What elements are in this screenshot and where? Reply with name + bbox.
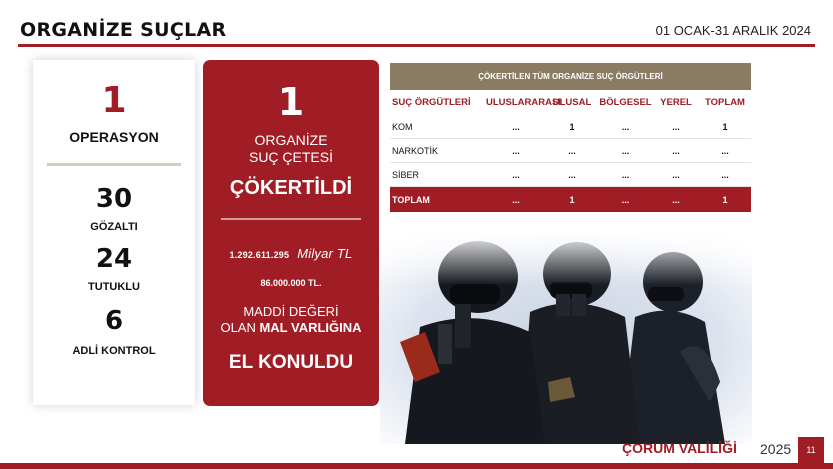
table-cell: ... [512, 121, 520, 132]
organizations-table [390, 63, 751, 212]
asset-desc-bold: MAL VARLIĞINA [259, 320, 362, 335]
table-cell: ... [621, 194, 630, 205]
table-cell: ... [512, 145, 520, 156]
tutuklu-label: TUTUKLU [88, 281, 140, 293]
column-header: YEREL [660, 97, 692, 108]
table-total-row [390, 187, 751, 212]
table-cell: ... [721, 145, 729, 156]
column-header: BÖLGESEL [599, 97, 652, 108]
table-cell: SİBER [392, 169, 420, 180]
table-cell: ... [512, 194, 520, 205]
seizure-action: EL KONULDU [228, 352, 354, 373]
gozalti-label: GÖZALTI [90, 221, 138, 233]
table-cell: TOPLAM [392, 194, 430, 205]
card-divider [47, 163, 181, 166]
table-cell: NARKOTİK [392, 145, 439, 156]
operasyon-label: OPERASYON [69, 129, 159, 145]
table-cell: ... [672, 121, 680, 132]
table-cell: ... [621, 145, 630, 156]
asset-description [203, 304, 379, 336]
column-header: TOPLAM [705, 97, 745, 108]
table-row [390, 115, 751, 139]
date-range: 01 OCAK-31 ARALIK 2024 [655, 23, 811, 38]
operasyon-count: 1 [101, 80, 127, 121]
table-cell: 1 [722, 194, 728, 205]
footer-brand: ÇORUM VALİLİĞİ [622, 440, 737, 456]
table-cell: ... [621, 169, 630, 180]
table-cell: 1 [569, 121, 575, 132]
amount-line-1 [203, 246, 379, 261]
gozalti-count: 30 [95, 184, 133, 214]
header-divider [18, 44, 815, 47]
tactical-team-photo [380, 232, 752, 444]
table-title: ÇÖKERTİLEN TÜM ORGANİZE SUÇ ÖRGÜTLERİ [390, 63, 751, 90]
asset-desc-line1: MADDİ DEĞERİ [243, 304, 339, 319]
table-row [390, 163, 751, 187]
column-header: SUÇ ÖRGÜTLERİ [392, 97, 471, 108]
red-card-divider [221, 218, 361, 220]
page-title: ORGANİZE SUÇLAR [20, 19, 227, 41]
gang-label [203, 132, 379, 166]
asset-desc-line2 [203, 320, 379, 336]
table-cell: ... [672, 145, 680, 156]
table-cell: ... [672, 169, 680, 180]
table-cell: 1 [722, 121, 728, 132]
gang-label-line1: ORGANİZE [254, 132, 328, 148]
table-header-row [390, 90, 751, 115]
stats-card [33, 60, 195, 405]
asset-desc-prefix: OLAN [220, 320, 260, 335]
amount-2: 86.000.000 TL. [260, 278, 322, 288]
page-number: 11 [798, 437, 824, 463]
amount-1-unit: Milyar TL [297, 246, 353, 261]
table-cell: ... [568, 169, 576, 180]
gang-count: 1 [277, 80, 305, 124]
amount-1: 1.292.611.295 [229, 250, 290, 260]
footer-year: 2025 [760, 441, 792, 457]
table-cell: ... [672, 194, 680, 205]
tutuklu-count: 24 [95, 244, 133, 274]
column-header: ULUSAL [552, 97, 592, 108]
column-header: ULUSLARARASI [486, 97, 561, 108]
gang-label-line2: SUÇ ÇETESİ [248, 149, 333, 165]
table-cell: ... [568, 145, 576, 156]
footer-bar [0, 463, 833, 469]
table-cell: ... [621, 121, 630, 132]
table-cell: KOM [392, 121, 413, 132]
table-cell: ... [721, 169, 729, 180]
adli-count: 6 [104, 306, 124, 336]
table-row [390, 139, 751, 163]
table-cell: ... [512, 169, 520, 180]
gang-card [203, 60, 379, 406]
adli-label: ADLİ KONTROL [72, 345, 156, 357]
gang-status: ÇÖKERTİLDİ [229, 177, 353, 199]
table-cell: 1 [569, 194, 575, 205]
